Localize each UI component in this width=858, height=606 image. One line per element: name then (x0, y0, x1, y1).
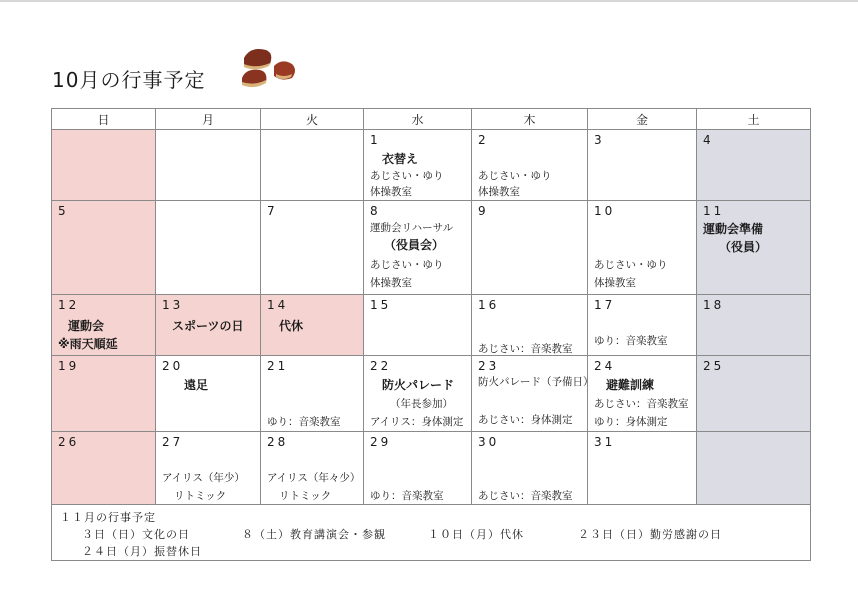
day-cell-9 (472, 201, 588, 295)
day-cell-22 (364, 356, 472, 432)
november-item: ２３日（日）勤労感謝の日 (578, 528, 722, 541)
event-label: 防火パレード（予備日） (478, 376, 594, 388)
day-cell-empty (156, 201, 261, 295)
day-number: 17 (594, 298, 616, 312)
day-cell-20 (156, 356, 261, 432)
event-label: スポーツの日 (172, 319, 244, 333)
event-label: リトミック (174, 490, 227, 502)
event-label: リトミック (279, 490, 332, 502)
chestnut-icon (274, 61, 295, 79)
day-number: 13 (162, 298, 184, 312)
day-number: 28 (267, 435, 289, 449)
day-number: 8 (370, 204, 381, 218)
day-cell-29 (364, 432, 472, 505)
day-cell-12 (52, 295, 156, 356)
day-cell-1 (364, 130, 472, 201)
day-number: 24 (594, 359, 616, 373)
november-notes-row (52, 505, 811, 561)
event-label: ゆり：音楽教室 (267, 416, 341, 428)
day-number: 12 (58, 298, 80, 312)
day-number: 20 (162, 359, 184, 373)
day-cell-7 (261, 201, 364, 295)
weekday-header-row (52, 109, 811, 130)
day-cell-21 (261, 356, 364, 432)
day-cell-empty (697, 432, 811, 505)
day-cell-19 (52, 356, 156, 432)
day-number: 11 (703, 204, 725, 218)
event-label: 代休 (279, 319, 304, 333)
november-item: ２４日（月）振替休日 (82, 545, 202, 558)
day-number: 10 (594, 204, 616, 218)
event-label: アイリス（年々少） (267, 472, 361, 484)
november-notes (52, 505, 811, 561)
week-row-2 (52, 201, 811, 295)
day-cell-26 (52, 432, 156, 505)
weekday-tue: 火 (261, 109, 364, 130)
weekday-sun: 日 (52, 109, 156, 130)
day-cell-empty (52, 130, 156, 201)
day-number: 3 (594, 133, 605, 147)
day-cell-27 (156, 432, 261, 505)
day-cell-empty (156, 130, 261, 201)
day-cell-5 (52, 201, 156, 295)
event-label: あじさい：音楽教室 (478, 343, 573, 355)
week-row-1 (52, 130, 811, 201)
day-number: 25 (703, 359, 725, 373)
day-cell-3 (588, 130, 697, 201)
day-number: 19 (58, 359, 80, 373)
event-label: （役員） (719, 240, 768, 254)
day-number: 26 (58, 435, 80, 449)
day-number: 14 (267, 298, 289, 312)
day-number: 5 (58, 204, 69, 218)
weekday-mon: 月 (156, 109, 261, 130)
day-number: 29 (370, 435, 392, 449)
event-label: 体操教室 (370, 277, 412, 289)
day-cell-13 (156, 295, 261, 356)
event-label: 運動会リハーサル (370, 222, 454, 234)
day-cell-18 (697, 295, 811, 356)
event-label: あじさい：音楽教室 (478, 490, 573, 502)
day-cell-4 (697, 130, 811, 201)
weekday-wed: 水 (364, 109, 472, 130)
day-number: 30 (478, 435, 500, 449)
day-number: 16 (478, 298, 500, 312)
event-label: 運動会準備 (703, 222, 764, 236)
october-calendar (51, 108, 811, 561)
day-cell-30 (472, 432, 588, 505)
week-row-5 (52, 432, 811, 505)
day-cell-24 (588, 356, 697, 432)
chestnut-icon (242, 70, 266, 87)
event-label: ゆり：身体測定 (594, 416, 668, 428)
day-cell-empty (261, 130, 364, 201)
event-label: 防火パレード (382, 378, 455, 392)
day-cell-28 (261, 432, 364, 505)
day-number: 22 (370, 359, 392, 373)
november-item: ３日（日）文化の日 (82, 528, 190, 541)
event-label: あじさい・ゆり (370, 170, 444, 182)
day-cell-23 (472, 356, 594, 432)
day-cell-2 (472, 130, 588, 201)
event-label: 衣替え (382, 152, 419, 166)
event-label: 避難訓練 (606, 378, 655, 392)
event-label: アイリス：身体測定 (370, 416, 464, 428)
day-cell-8 (364, 201, 472, 295)
event-label: あじさい・ゆり (370, 259, 444, 271)
day-number: 4 (703, 133, 714, 147)
weekday-thu: 木 (472, 109, 588, 130)
day-number: 31 (594, 435, 616, 449)
event-label: 遠足 (184, 378, 209, 392)
event-label: あじさい・ゆり (594, 259, 668, 271)
event-label: あじさい：身体測定 (478, 414, 573, 426)
event-label: （年長参加） (390, 398, 453, 410)
event-label: 運動会 (68, 319, 105, 333)
event-label: ゆり：音楽教室 (594, 335, 668, 347)
day-number: 15 (370, 298, 392, 312)
day-number: 18 (703, 298, 725, 312)
chestnut-icon (244, 49, 271, 69)
event-label: 体操教室 (478, 186, 520, 198)
page-title: 10月の行事予定 (52, 68, 206, 92)
day-cell-31 (588, 432, 697, 505)
weekday-fri: 金 (588, 109, 697, 130)
day-cell-15 (364, 295, 472, 356)
event-label: あじさい・ゆり (478, 170, 552, 182)
day-number: 21 (267, 359, 289, 373)
event-label: あじさい：音楽教室 (594, 398, 689, 410)
day-number: 23 (478, 359, 500, 373)
event-label: 体操教室 (594, 277, 636, 289)
november-item: １０日（月）代休 (428, 528, 524, 541)
day-cell-25 (697, 356, 811, 432)
day-cell-10 (588, 201, 697, 295)
event-label: ※雨天順延 (58, 337, 118, 351)
day-cell-17 (588, 295, 697, 356)
weekday-sat: 土 (697, 109, 811, 130)
event-label: 体操教室 (370, 186, 412, 198)
day-cell-11 (697, 201, 811, 295)
day-cell-16 (472, 295, 588, 356)
day-number: 2 (478, 133, 489, 147)
day-number: 27 (162, 435, 184, 449)
november-item: ８（土）教育講演会・参観 (242, 528, 386, 541)
top-edge-line (0, 0, 858, 2)
event-label: アイリス（年少） (162, 472, 245, 484)
week-row-4 (52, 356, 811, 432)
chestnut-illustration (236, 44, 300, 92)
day-number: 1 (370, 133, 381, 147)
november-title: １１月の行事予定 (60, 511, 156, 524)
event-label: ゆり：音楽教室 (370, 490, 444, 502)
week-row-3 (52, 295, 811, 356)
event-label: （役員会） (384, 238, 445, 252)
day-cell-14 (261, 295, 364, 356)
day-number: 7 (267, 204, 278, 218)
day-number: 9 (478, 204, 489, 218)
